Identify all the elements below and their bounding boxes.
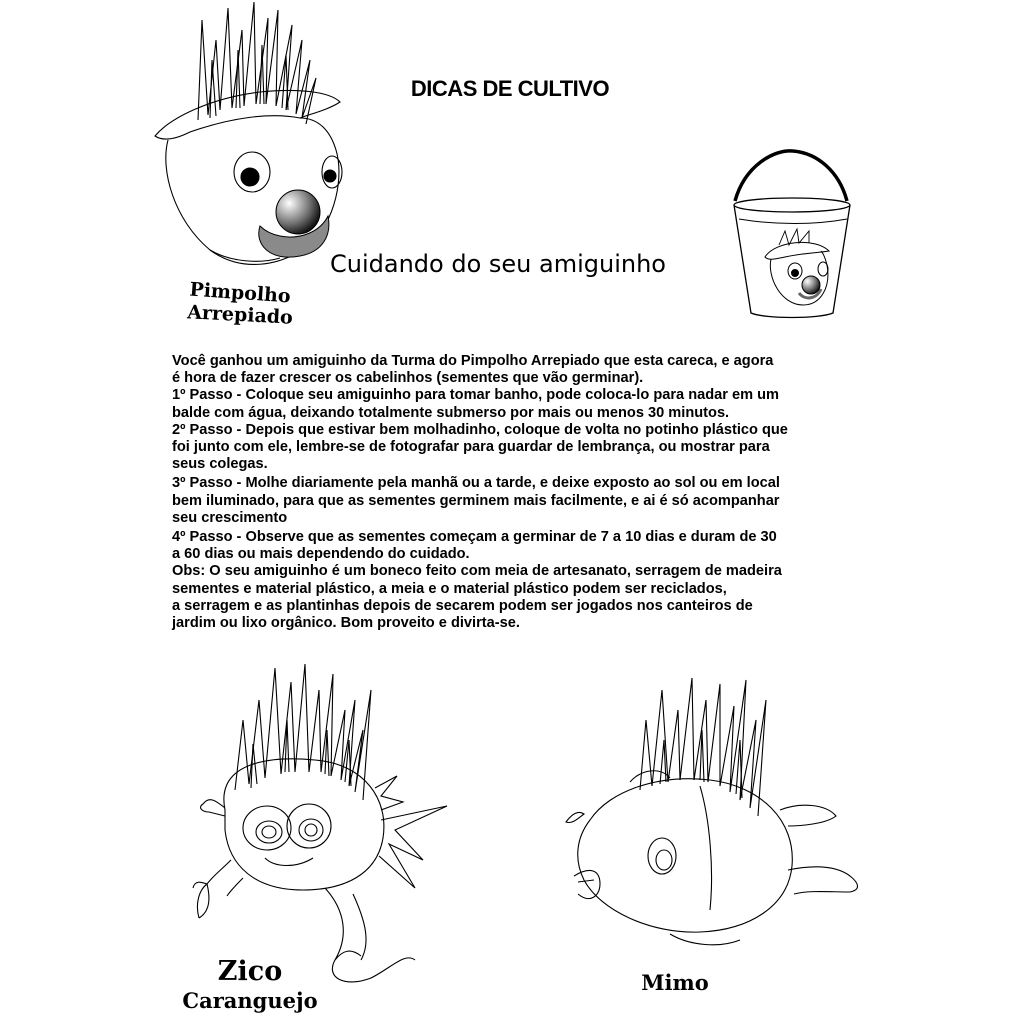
page-subtitle: Cuidando do seu amiguinho [330, 250, 666, 278]
step-3-line-1: 3º Passo - Molhe diariamente pela manhã ou a tarde, e deixe exposto ao sol ou em local [172, 475, 780, 492]
intro-line-2: é hora de fazer crescer os cabelinhos (sementes que vão germinar). [172, 370, 644, 387]
zico-crab-illustration [185, 660, 465, 990]
zico-label-line1: Zico [217, 956, 283, 987]
step-2-line-3: seus colegas. [172, 456, 268, 473]
obs-line-4: jardim ou lixo orgânico. Bom proveito e divirta-se. [172, 615, 520, 632]
step-3-line-2: bem iluminado, para que as sementes germinem mais facilmente, e ai é só acompanhar [172, 492, 780, 509]
obs-line-1: Obs: O seu amiguinho é um boneco feito com meia de artesanato, serragem de madeira [172, 563, 782, 580]
obs-line-3: a serragem e as plantinhas depois de secarem podem ser jogados nos canteiros de [172, 597, 753, 614]
zico-label [150, 956, 350, 1014]
step-1-line-2: balde com água, deixando totalmente submerso por mais ou menos 30 minutos. [172, 404, 730, 421]
instructions-text [172, 353, 872, 632]
pimpolho-illustration [150, 0, 350, 280]
bucket-icon [725, 145, 865, 325]
obs-line-2: sementes e material plástico, a meia e o material plástico podem ser reciclados, [172, 580, 727, 597]
step-4-line-2: a 60 dias ou mais dependendo do cuidado. [172, 546, 470, 563]
pimpolho-label [150, 278, 330, 329]
page-title: DICAS DE CULTIVO [410, 76, 610, 101]
step-4-line-1: 4º Passo - Observe que as sementes começam a germinar de 7 a 10 dias e duram de 30 [172, 529, 777, 546]
mimo-label: Mimo [641, 970, 709, 995]
zico-label-line2: Caranguejo [182, 988, 318, 1013]
step-1-line-1: 1º Passo - Coloque seu amiguinho para tomar banho, pode coloca-lo para nadar em um [172, 387, 780, 404]
step-2-line-2: foi junto com ele, lembre-se de fotografar para guardar de lembrança, ou mostrar para [172, 439, 770, 456]
step-2-line-1: 2º Passo - Depois que estivar bem molhadinho, coloque de volta no potinho plástico que [172, 421, 788, 438]
step-3-line-3: seu crescimento [172, 509, 288, 526]
mimo-fish-illustration [560, 670, 880, 960]
intro-line-1: Você ganhou um amiguinho da Turma do Pimpolho Arrepiado que esta careca, e agora [172, 353, 774, 369]
pimpolho-label-line2: Arrepiado [186, 301, 294, 329]
pimpolho-label-line1: Pimpolho [188, 278, 292, 308]
